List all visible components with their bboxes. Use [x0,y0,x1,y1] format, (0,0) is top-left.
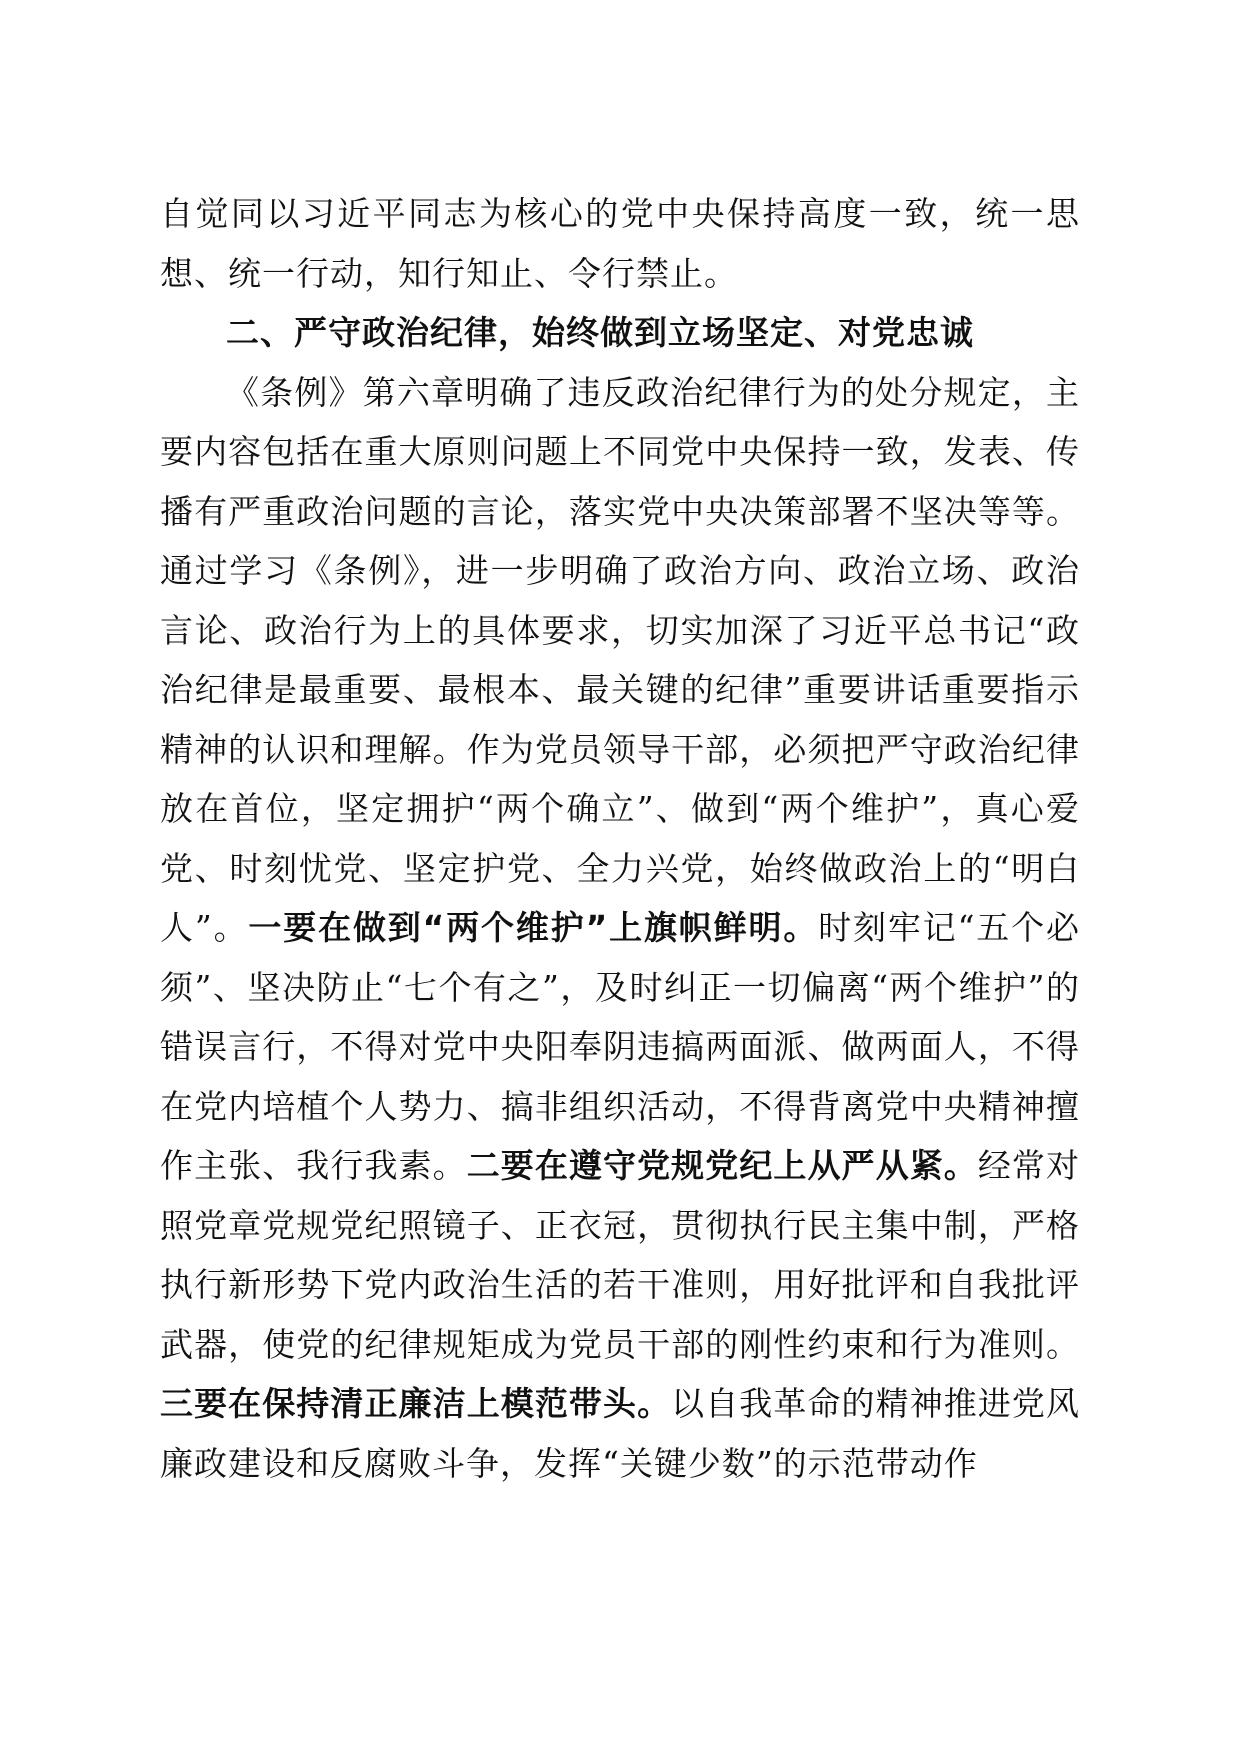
section-heading: 二、严守政治纪律，始终做到立场坚定、对党忠诚 [226,313,974,352]
emphasis-point-1: 一要在做到“两个维护”上旗帜鲜明。 [248,908,819,947]
document-body [160,184,1080,1493]
paragraph-text: 以自我革命的精神推进党风廉政建设和反腐败斗争，发挥“关键少数”的示范带动作 [160,1384,1081,1483]
emphasis-point-2: 二要在遵守党规党纪上从严从紧。 [466,1146,978,1185]
paragraph-text: 经常对照党章党规党纪照镜子、正衣冠，贯彻执行民主集中制，严格执行新形势下党内政治生活的若干准则，用好批评和自我批评武器，使党的纪律规矩成为党员干部的刚性约束和行为准则。 [160,1146,1081,1364]
emphasis-point-3: 三要在保持清正廉洁上模范带头。 [160,1384,672,1423]
paragraph-continuation: 自觉同以习近平同志为核心的党中央保持高度一致，统一思想、统一行动，知行知止、令行禁止。 [160,194,1080,293]
paragraph-text: 《条例》第六章明确了违反政治纪律行为的处分规定，主要内容包括在重大原则问题上不同党中央保持一致，发表、传播有严重政治问题的言论，落实党中央决策部署不坚决等等。通过学习《条例》，进一步明确了政治方向、政治立场、政治言论、政治行为上的具体要求，切实加深了习近平总书记“政治纪律是最重要、最根本、最关键的纪律”重要讲话重要指示精神的认识和理解。作为党员领导干部，必须把严守政治纪律放在首位，坚定拥护“两个确立”、做到“两个维护”，真心爱党、时刻忧党、坚定护党、全力兴党，始终做政治上的“明白人”。 [160,372,1080,947]
section-paragraph [160,363,1080,1494]
paragraph-text: 时刻牢记“五个必须”、坚决防止“七个有之”，及时纠正一切偏离“两个维护”的错误言行，不得对党中央阳奉阴违搞两面派、做两面人，不得在党内培植个人势力、搞非组织活动，不得背离党中央精神擅作主张、我行我素。 [160,908,1081,1185]
